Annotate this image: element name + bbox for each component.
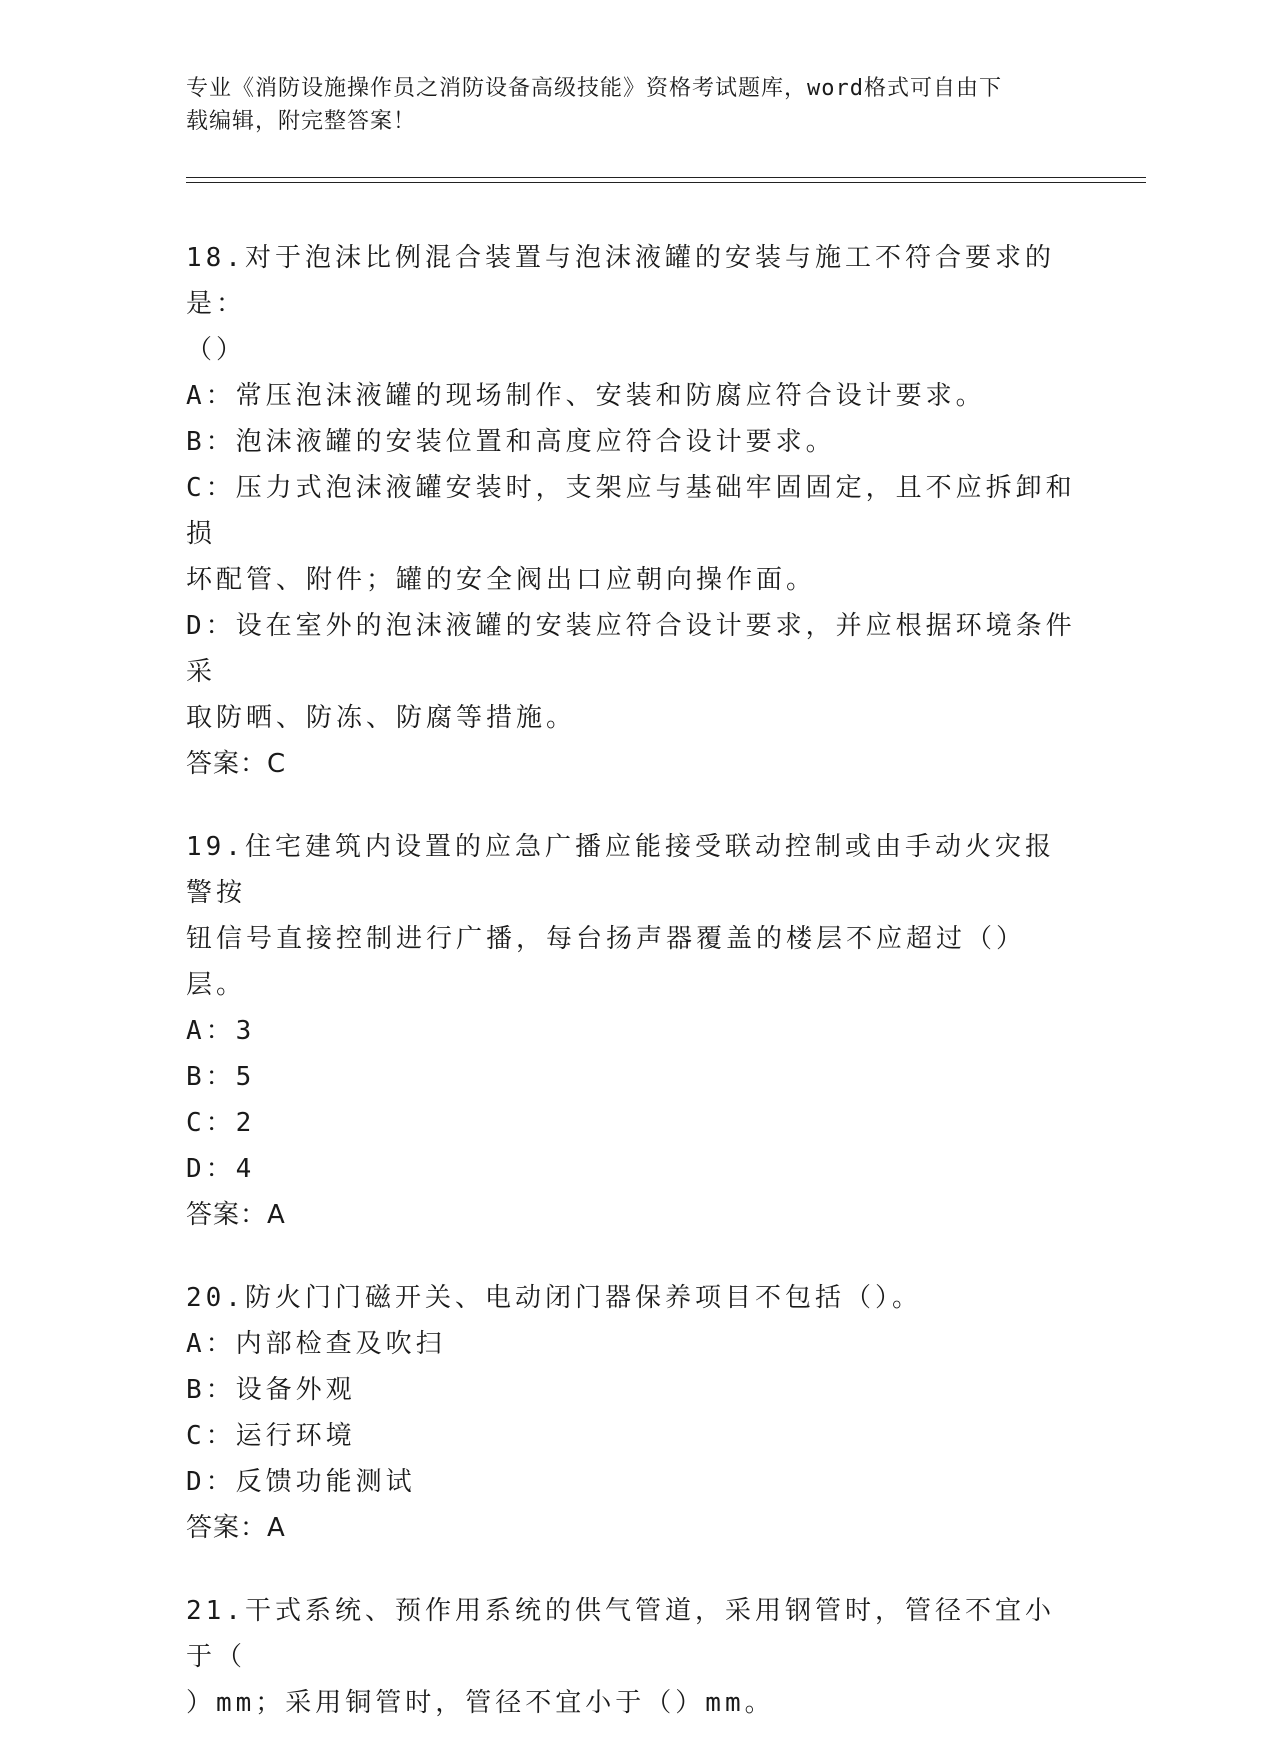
header-line: 载编辑，附完整答案！ <box>186 109 417 134</box>
header-line: 专业《消防设施操作员之消防设备高级技能》资格考试题库，word格式可自由下 <box>186 76 1002 101</box>
question-stem-line: 钮信号直接控制进行广播，每台扬声器覆盖的楼层不应超过（）层。 <box>186 924 1027 1000</box>
question-stem-line: （） <box>186 335 247 365</box>
question-item <box>186 235 1076 787</box>
answer-line: 答案：A <box>186 1513 286 1543</box>
question-stem-line: 21.干式系统、预作用系统的供气管道，采用钢管时，管径不宜小于（ <box>186 1596 1055 1672</box>
question-item <box>186 824 1076 1238</box>
option-a: A：常压泡沫液罐的现场制作、安装和防腐应符合设计要求。 <box>186 381 986 411</box>
question-stem-line: ）mm；采用铜管时，管径不宜小于（）mm。 <box>186 1688 775 1718</box>
option-b: B：5 <box>186 1062 256 1092</box>
question-stem-line: 20.防火门门磁开关、电动闭门器保养项目不包括（）。 <box>186 1283 922 1313</box>
option-d: D：4 <box>186 1154 256 1184</box>
option-a: A：3 <box>186 1016 256 1046</box>
document-header <box>186 72 1066 138</box>
question-stem-line: 19.住宅建筑内设置的应急广播应能接受联动控制或由手动火灾报警按 <box>186 832 1055 908</box>
option-b: B：设备外观 <box>186 1375 356 1405</box>
header-divider <box>186 182 1146 183</box>
option-d-continued: 取防晒、防冻、防腐等措施。 <box>186 703 577 733</box>
answer-line: 答案：C <box>186 749 287 779</box>
option-a: A：内部检查及吹扫 <box>186 1329 446 1359</box>
option-c-continued: 坏配管、附件；罐的安全阀出口应朝向操作面。 <box>186 565 817 595</box>
header-divider <box>186 177 1146 178</box>
option-c: C：2 <box>186 1108 256 1138</box>
option-c: C：运行环境 <box>186 1421 356 1451</box>
option-d: D：反馈功能测试 <box>186 1467 416 1497</box>
question-item <box>186 1588 1076 1726</box>
question-item <box>186 1275 1076 1551</box>
question-list <box>186 235 1076 1763</box>
answer-line: 答案：A <box>186 1200 286 1230</box>
option-d: D：设在室外的泡沫液罐的安装应符合设计要求，并应根据环境条件采 <box>186 611 1076 687</box>
option-b: B：泡沫液罐的安装位置和高度应符合设计要求。 <box>186 427 836 457</box>
option-c: C：压力式泡沫液罐安装时，支架应与基础牢固固定，且不应拆卸和损 <box>186 473 1076 549</box>
question-stem-line: 18.对于泡沫比例混合装置与泡沫液罐的安装与施工不符合要求的是： <box>186 243 1055 319</box>
